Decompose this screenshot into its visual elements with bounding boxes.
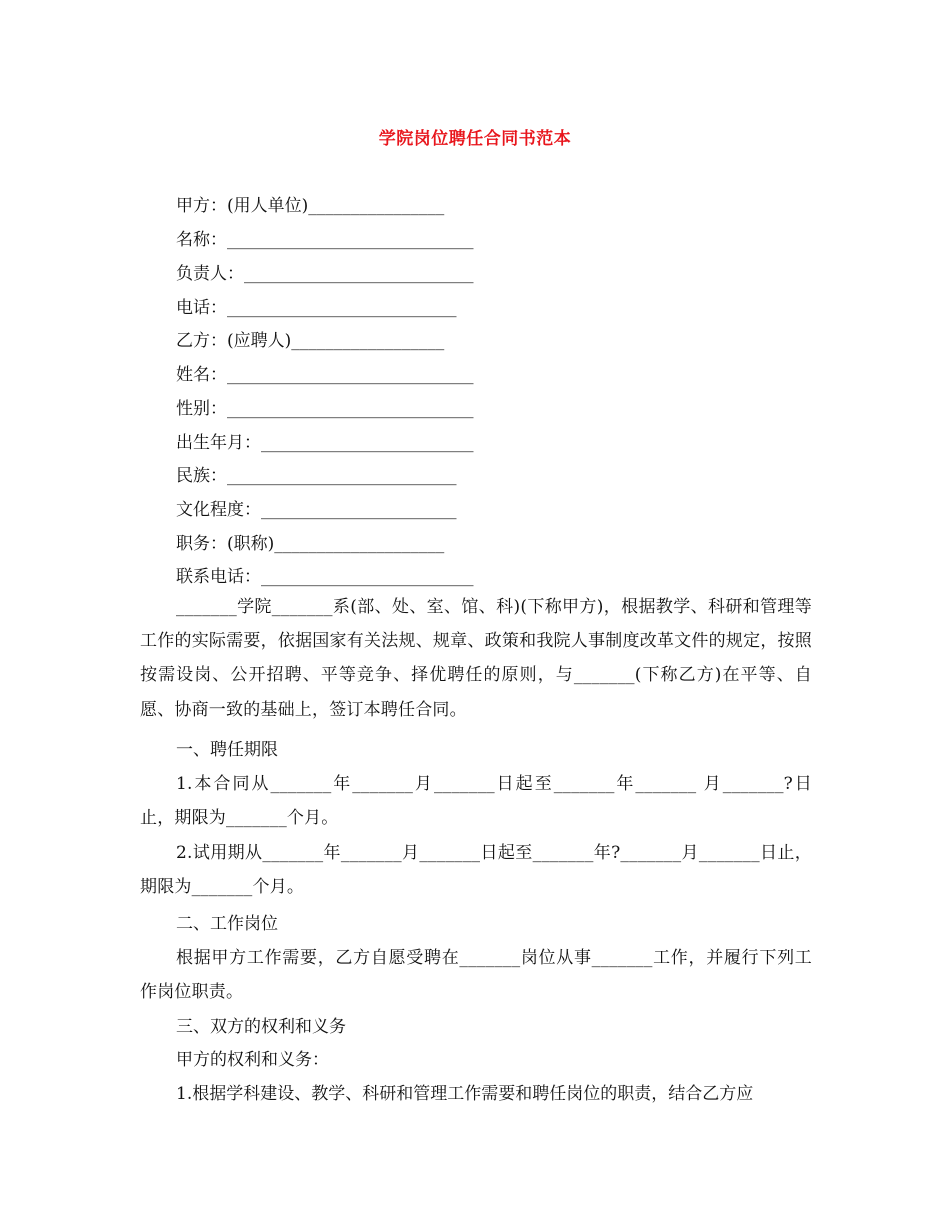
field-phone: 电话：___________________________ (176, 298, 457, 318)
field-full-name: 姓名：_____________________________ (176, 365, 474, 385)
field-ethnicity: 民族：___________________________ (176, 466, 457, 486)
field-education: 文化程度：_______________________ (176, 500, 457, 520)
section-1-heading: 一、聘任期限 (176, 740, 278, 760)
party-a-rights-heading: 甲方的权利和义务： (176, 1050, 329, 1070)
clause-1-contract-term: 1.本合同从_______年_______月_______日起至_______年_______ 月_______?日止，期限为_______个月。 (140, 774, 812, 829)
clause-3-start: 1.根据学科建设、教学、科研和管理工作需要和聘任岗位的职责，结合乙方应 (176, 1084, 754, 1104)
field-birth-date: 出生年月：_________________________ (176, 433, 474, 453)
document-title: 学院岗位聘任合同书范本 (378, 129, 572, 149)
section-2-heading: 二、工作岗位 (176, 914, 278, 934)
field-party-b: 乙方：(应聘人)__________________ (176, 331, 445, 351)
field-party-a: 甲方：(用人单位)________________ (176, 196, 445, 216)
field-responsible-person: 负责人：___________________________ (176, 264, 474, 284)
field-gender: 性别：_____________________________ (176, 399, 474, 419)
field-contact-phone: 联系电话：_________________________ (176, 567, 474, 587)
section-2-body: 根据甲方工作需要，乙方自愿受聘在_______岗位从事_______工作，并履行下列工作岗位职责。 (140, 948, 812, 1003)
field-name: 名称：_____________________________ (176, 230, 474, 250)
intro-paragraph: _______学院_______系(部、处、室、馆、科)(下称甲方)，根据教学、科研和管理等工作的实际需要，依据国家有关法规、规章、政策和我院人事制度改革文件的规定，按照按需设岗、公开招聘、平等竞争、择优聘任的原则，与_______(下称乙方)在平等、自愿、协商一致的基础上，签订本聘任合同。 (140, 597, 812, 720)
field-position: 职务：(职称)____________________ (176, 534, 445, 554)
clause-2-probation: 2.试用期从_______年_______月_______日起至_______年?_______月_______日止，期限为_______个月。 (140, 843, 812, 898)
section-3-heading: 三、双方的权利和义务 (176, 1017, 346, 1037)
